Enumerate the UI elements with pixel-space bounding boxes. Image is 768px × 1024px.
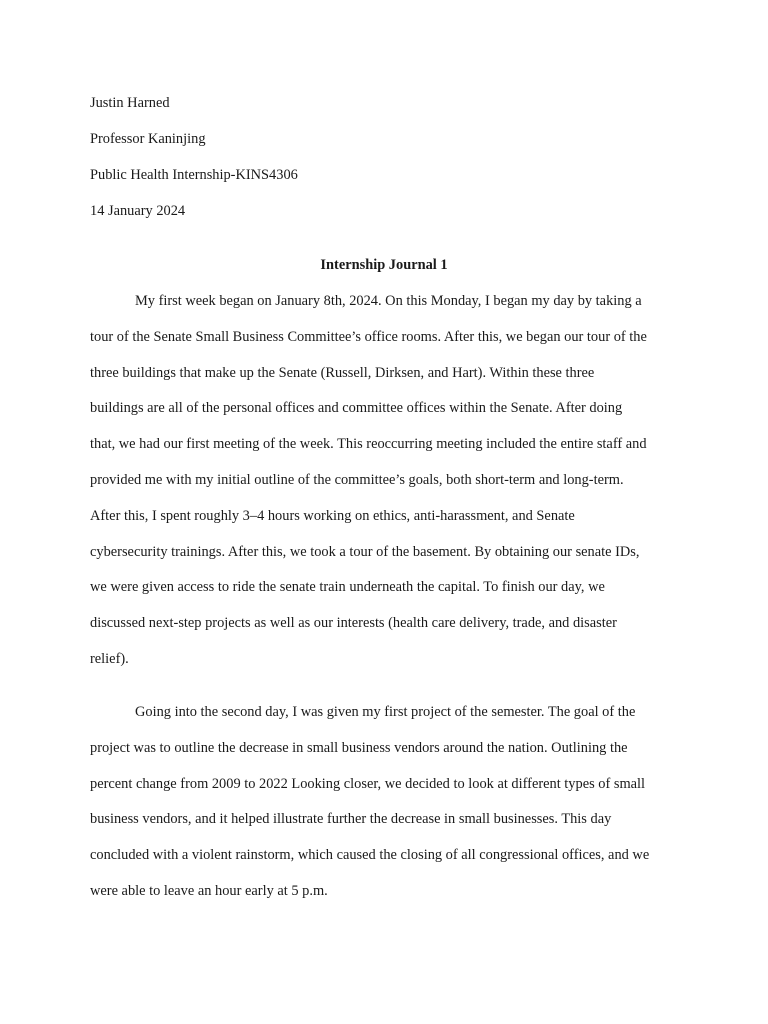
paragraph-line: project was to outline the decrease in small business vendors around the nation. Outlining the [90, 739, 628, 756]
paragraph-line: concluded with a violent rainstorm, which caused the closing of all congressional offices, and we [90, 847, 650, 864]
paragraph-line: tour of the Senate Small Business Committee’s office rooms. After this, we began our tour of the [90, 328, 647, 345]
paragraph-line: discussed next-step projects as well as our interests (health care delivery, trade, and disaster [90, 615, 617, 632]
paragraph-line: My first week began on January 8th, 2024. On this Monday, I began my day by taking a [135, 293, 642, 309]
paragraph-line: provided me with my initial outline of the committee’s goals, both short-term and long-term. [90, 471, 624, 488]
paragraph-line: that, we had our first meeting of the week. This reoccurring meeting included the entire staff and [90, 436, 647, 453]
paragraph-line: percent change from 2009 to 2022 Looking closer, we decided to look at different types of small [90, 775, 646, 792]
paragraph-line: business vendors, and it helped illustrate further the decrease in small businesses. This day [90, 811, 612, 828]
paragraph-line: buildings are all of the personal offices and committee offices within the Senate. After doing [90, 400, 623, 417]
paragraph-1 [90, 292, 690, 686]
paragraph-line: cybersecurity trainings. After this, we took a tour of the basement. By obtaining our senate IDs, [90, 543, 640, 560]
paragraph-line: Going into the second day, I was given my first project of the semester. The goal of the [135, 704, 636, 720]
journal-title: Internship Journal 1 [320, 257, 448, 273]
document-date: 14 January 2024 [90, 203, 186, 219]
paragraph-line: were able to leave an hour early at 5 p.m. [90, 882, 328, 899]
paragraph-line: After this, I spent roughly 3–4 hours working on ethics, anti-harassment, and Senate [90, 507, 575, 524]
course-name: Public Health Internship-KINS4306 [90, 167, 298, 183]
paragraph-2 [90, 703, 690, 918]
student-name: Justin Harned [90, 95, 170, 111]
paragraph-line: we were given access to ride the senate train underneath the capital. To finish our day, we [90, 579, 605, 596]
professor-name: Professor Kaninjing [90, 131, 206, 147]
paragraph-line: relief). [90, 650, 129, 667]
paragraph-line: three buildings that make up the Senate (Russell, Dirksen, and Hart). Within these three [90, 364, 595, 381]
